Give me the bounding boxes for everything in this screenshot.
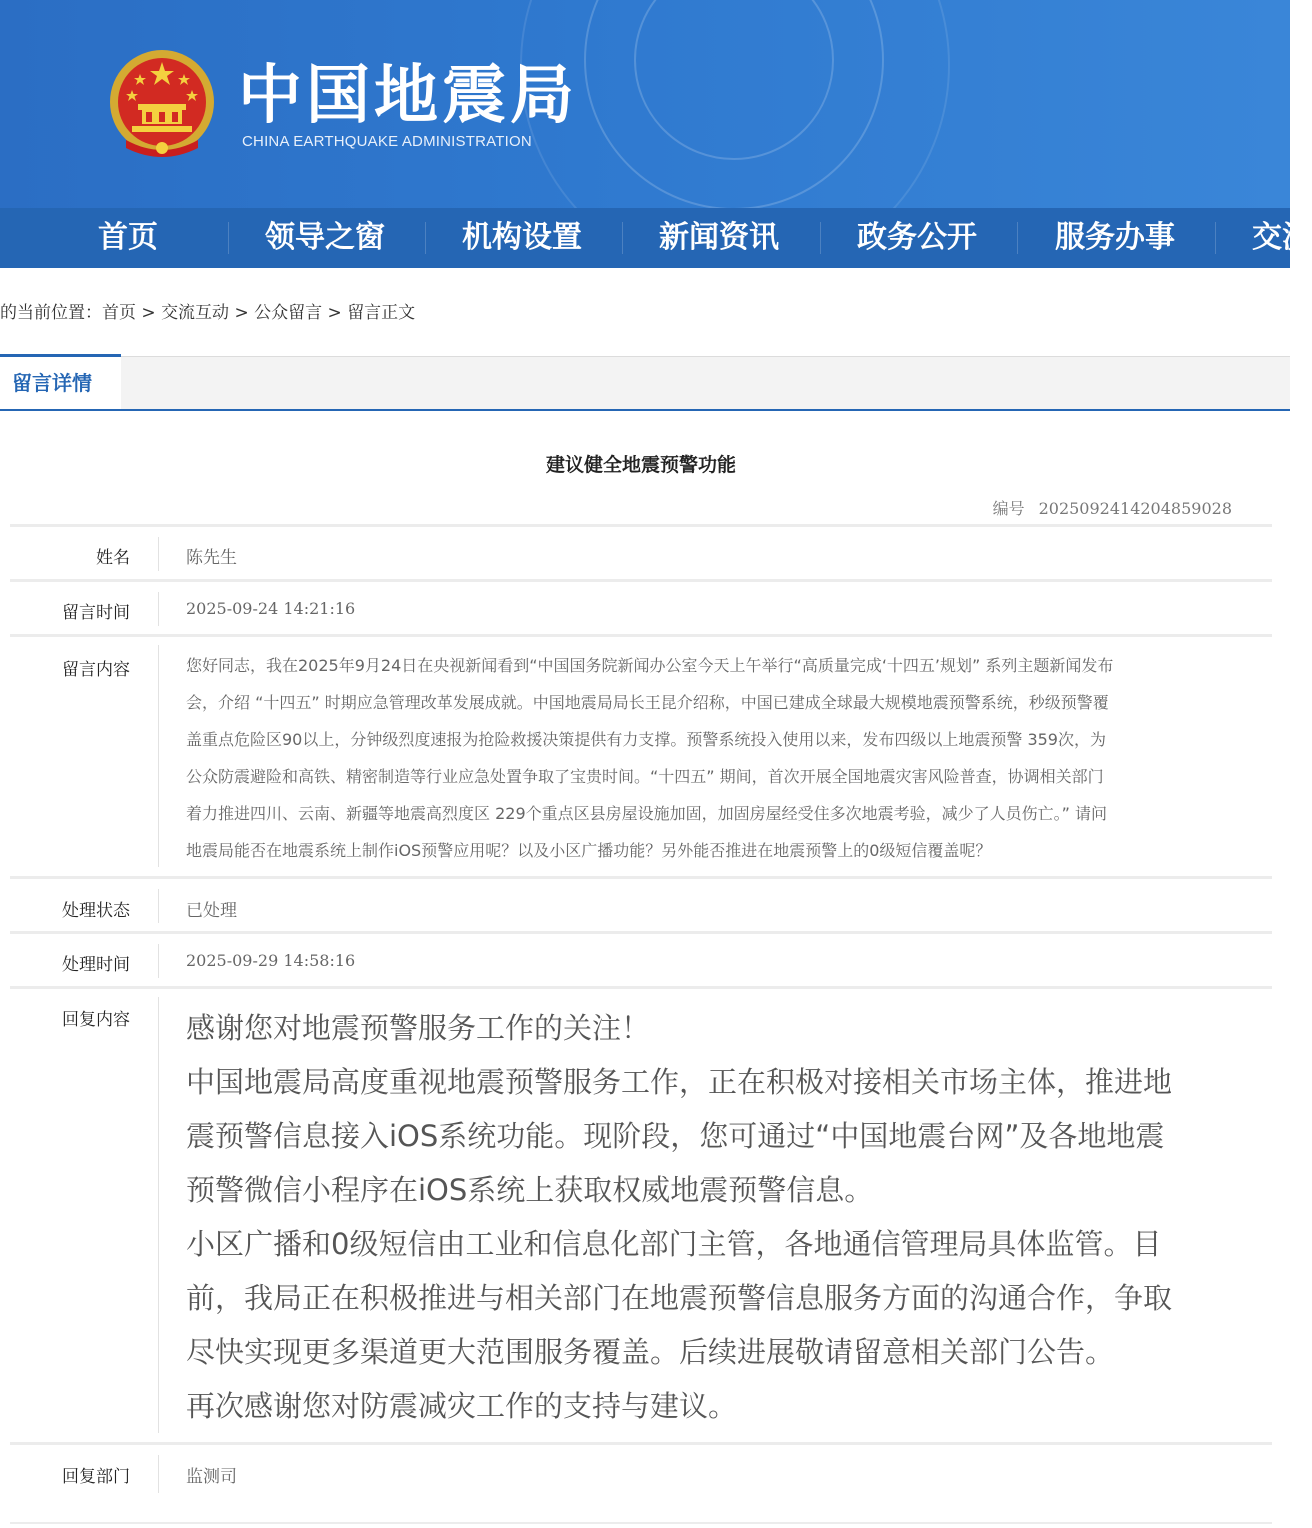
breadcrumb-separator: > xyxy=(229,303,255,323)
row-status xyxy=(10,876,1272,931)
row-divider xyxy=(158,537,159,571)
message-number-label: 编号 xyxy=(992,499,1025,518)
nav-item-government-affairs[interactable]: 政务公开 xyxy=(857,220,977,255)
message-number xyxy=(993,496,1232,519)
row-label: 留言内容 xyxy=(62,660,130,680)
row-divider xyxy=(158,944,159,978)
message-content-line: 会，介绍 “十四五” 时期应急管理改革发展成就。中国地震局局长王昆介绍称，中国已建成全球最大规模地震预警系统，秒级预警覆 xyxy=(186,693,1109,712)
nav-item-interaction[interactable]: 交流 xyxy=(1252,220,1312,255)
site-title: 中国地震局 xyxy=(238,59,578,133)
row-label: 回复内容 xyxy=(62,1010,130,1030)
reply-line: 再次感谢您对防震减灾工作的支持与建议。 xyxy=(186,1389,738,1423)
nav-separator xyxy=(1215,222,1216,254)
row-divider xyxy=(158,1455,159,1493)
row-name xyxy=(10,524,1272,579)
reply-line: 感谢您对地震预警服务工作的关注！ xyxy=(186,1011,651,1045)
status-value: 已处理 xyxy=(186,901,237,921)
reply-line: 尽快实现更多渠道更大范围服务覆盖。后续进展敬请留意相关部门公告。 xyxy=(186,1335,1115,1369)
reply-line: 前，我局正在积极推进与相关部门在地震预警信息服务方面的沟通合作，争取 xyxy=(186,1281,1173,1315)
message-content-line: 公众防震避险和高铁、精密制造等行业应急处置争取了宝贵时间。“十四五” 期间，首次开展全国地震灾害风险普查，协调相关部门 xyxy=(186,767,1104,786)
panel-bottom-border xyxy=(10,1522,1272,1524)
site-header-banner xyxy=(0,0,1290,208)
row-label: 回复部门 xyxy=(62,1467,130,1487)
message-content xyxy=(186,647,1256,869)
nav-separator xyxy=(622,222,623,254)
national-emblem-icon[interactable] xyxy=(106,48,218,162)
breadcrumb-interaction[interactable]: 交流互动 xyxy=(161,303,230,323)
row-handle-time xyxy=(10,931,1272,986)
breadcrumb-current: 留言正文 xyxy=(347,303,416,323)
reply-line: 震预警信息接入iOS系统功能。现阶段，您可通过“中国地震台网”及各地地震 xyxy=(186,1119,1165,1153)
nav-separator xyxy=(820,222,821,254)
row-reply-content xyxy=(10,986,1272,1442)
message-content-line: 盖重点危险区90以上，分钟级烈度速报为抢险救援决策提供有力支撑。预警系统投入使用以来，发布四级以上地震预警 359次，为 xyxy=(186,730,1106,749)
row-message-content xyxy=(10,634,1272,876)
reply-content xyxy=(186,1001,1272,1433)
row-message-time xyxy=(10,579,1272,634)
row-label: 姓名 xyxy=(96,548,130,568)
message-content-line: 地震局能否在地震系统上制作iOS预警应用呢？以及小区广播功能？另外能否推进在地震预警上的0级短信覆盖呢？ xyxy=(186,841,992,860)
tab-strip xyxy=(120,357,1290,409)
message-time: 2025-09-24 14:21:16 xyxy=(186,599,356,618)
main-nav xyxy=(0,208,1312,268)
breadcrumb-home[interactable]: 首页 xyxy=(102,303,136,323)
tab-message-detail[interactable]: 留言详情 xyxy=(0,354,121,410)
message-number-value: 2025092414204859028 xyxy=(1038,499,1232,518)
row-label: 处理状态 xyxy=(62,901,130,921)
nav-separator xyxy=(228,222,229,254)
nav-separator xyxy=(1017,222,1018,254)
message-detail-panel xyxy=(10,428,1272,1528)
row-divider xyxy=(158,997,159,1433)
breadcrumb-prefix: 的当前位置： xyxy=(0,303,102,323)
row-reply-department xyxy=(10,1442,1272,1500)
nav-item-home[interactable]: 首页 xyxy=(98,220,158,255)
row-divider xyxy=(158,645,159,867)
reply-line: 中国地震局高度重视地震预警服务工作，正在积极对接相关市场主体，推进地 xyxy=(186,1065,1173,1099)
message-title: 建议健全地震预警功能 xyxy=(545,454,736,476)
reply-department: 监测司 xyxy=(186,1467,237,1487)
reply-line: 小区广播和0级短信由工业和信息化部门主管，各地通信管理局具体监管。目 xyxy=(186,1227,1162,1261)
site-subtitle: CHINA EARTHQUAKE ADMINISTRATION xyxy=(242,133,532,150)
breadcrumb xyxy=(0,298,415,323)
row-divider xyxy=(158,592,159,626)
nav-item-services[interactable]: 服务办事 xyxy=(1055,220,1175,255)
nav-item-news[interactable]: 新闻资讯 xyxy=(659,220,779,255)
breadcrumb-separator: > xyxy=(322,303,348,323)
breadcrumb-separator: > xyxy=(136,303,162,323)
row-label: 处理时间 xyxy=(62,955,130,975)
sender-name: 陈先生 xyxy=(186,548,237,568)
nav-item-leadership[interactable]: 领导之窗 xyxy=(265,220,385,255)
nav-item-organization[interactable]: 机构设置 xyxy=(462,220,582,255)
reply-line: 预警微信小程序在iOS系统上获取权威地震预警信息。 xyxy=(186,1173,874,1207)
breadcrumb-public-messages[interactable]: 公众留言 xyxy=(254,303,323,323)
message-content-line: 着力推进四川、云南、新疆等地震高烈度区 229个重点区县房屋设施加固，加固房屋经受住多次地震考验，减少了人员伤亡。” 请问 xyxy=(186,804,1108,823)
nav-separator xyxy=(425,222,426,254)
message-content-line: 您好同志，我在2025年9月24日在央视新闻看到“中国国务院新闻办公室今天上午举行“高质量完成‘十四五’规划” 系列主题新闻发布 xyxy=(186,656,1114,675)
tab-underline xyxy=(0,409,1290,411)
row-label: 留言时间 xyxy=(62,603,130,623)
handle-time: 2025-09-29 14:58:16 xyxy=(186,951,356,970)
row-divider xyxy=(158,889,159,923)
